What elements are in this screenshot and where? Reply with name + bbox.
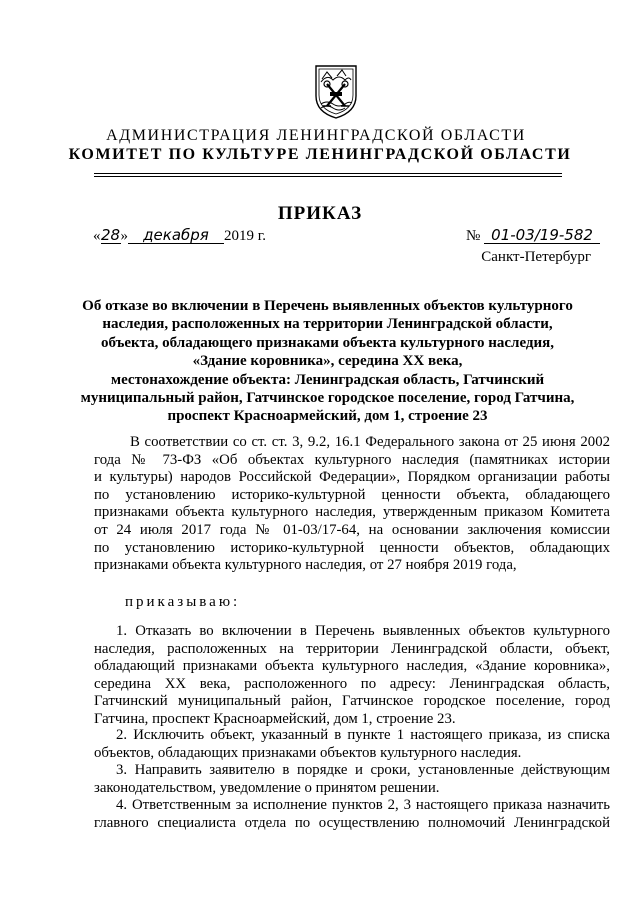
paragraph-line: обладающий признаками объекта культурного наследия, «Здание коровника», <box>94 658 610 675</box>
subject-line: «Здание коровника», середина XX века, <box>192 353 463 370</box>
subject-line: наследия, расположенных на территории Ленинградской области, <box>102 316 553 333</box>
organization-name-committee: КОМИТЕТ ПО КУЛЬТУРЕ ЛЕНИНГРАДСКОЙ ОБЛАСТИ <box>68 146 572 163</box>
subject-line: муниципальный район, Гатчинское городское поселение, город Гатчина, <box>80 390 575 407</box>
number-value: 01-03/19-582 <box>484 227 600 244</box>
header-divider <box>94 176 562 177</box>
order-item-1 <box>94 623 610 729</box>
paragraph-line: 3. Направить заявителю в порядке и сроки, установленные действующим <box>116 762 610 778</box>
date-open-quote: « <box>93 228 101 244</box>
paragraph-line: признаками объекта культурного наследия, утвержденным приказом Комитета <box>94 504 610 521</box>
subject-line: местонахождение объекта: Ленинградская область, Гатчинский <box>110 371 545 388</box>
paragraph-line: по установлению историко-культурной ценности объектов, обладающих <box>94 539 610 556</box>
paragraph-line: законодательством, уведомление о принятом решении. <box>94 779 440 796</box>
paragraph-line: от 24 июля 2017 года № 01-03/17-64, на основании заключения комиссии <box>94 521 610 538</box>
document-title: ПРИКАЗ <box>277 203 363 224</box>
paragraph-line: по установлению историко-культурной ценности объекта, обладающего <box>94 486 610 503</box>
subject-line: Об отказе во включении в Перечень выявленных объектов культурного <box>82 298 573 314</box>
paragraph-line: года № 73-ФЗ «Об объектах культурного наследия (памятниках истории <box>94 451 610 468</box>
subject-line: объекта, обладающего признаками объекта культурного наследия, <box>100 334 555 351</box>
document-number <box>466 227 600 245</box>
paragraph-line: и культуры) народов Российской Федерации», Порядком организации работы <box>94 469 610 486</box>
date-day: 28 <box>100 226 121 244</box>
paragraph-line: 1. Отказать во включении в Перечень выявленных объектов культурного <box>116 623 610 639</box>
order-directive-word: приказываю: <box>125 594 241 610</box>
paragraph-line: середина XX века, расположенного по адресу: Ленинградская область, <box>94 675 610 692</box>
document-subject <box>80 297 575 426</box>
order-item-3 <box>94 762 610 797</box>
date-year: 2019 г. <box>224 228 266 244</box>
date-month: декабря <box>128 227 224 244</box>
paragraph-line: признаками объекта культурного наследия, от 27 ноября 2019 года, <box>94 557 517 574</box>
document-date <box>93 227 266 245</box>
order-item-2 <box>94 727 610 762</box>
header-divider <box>94 173 562 174</box>
organization-name-administration: АДМИНИСТРАЦИЯ ЛЕНИНГРАДСКОЙ ОБЛАСТИ <box>106 127 526 144</box>
date-close-quote: » <box>120 228 128 244</box>
paragraph-line: главного специалиста отдела по осуществлению полномочий Ленинградской <box>94 814 610 831</box>
number-prefix: № <box>466 228 481 244</box>
paragraph-line: 2. Исключить объект, указанный в пункте 1 настоящего приказа, из списка <box>116 727 610 743</box>
paragraph-line: наследия, расположенных на территории Ленинградской области, объект, <box>94 640 610 657</box>
paragraph-line: Гатчина, проспект Красноармейский, дом 1, строение 23. <box>94 710 456 727</box>
subject-line: проспект Красноармейский, дом 1, строение 23 <box>167 408 488 425</box>
order-item-4 <box>94 797 610 832</box>
coat-of-arms-emblem <box>313 62 359 120</box>
paragraph-line: В соответствии со ст. ст. 3, 9.2, 16.1 Федерального закона от 25 июня 2002 <box>130 434 610 450</box>
paragraph-line: объектов, обладающих признаками объектов культурного наследия. <box>94 744 522 761</box>
paragraph-line: 4. Ответственным за исполнение пунктов 2, 3 настоящего приказа назначить <box>116 797 610 813</box>
paragraph-line: Гатчинский муниципальный район, Гатчинское городское поселение, город <box>94 693 610 710</box>
document-city: Санкт-Петербург <box>481 249 591 265</box>
preamble-paragraph <box>94 434 610 575</box>
